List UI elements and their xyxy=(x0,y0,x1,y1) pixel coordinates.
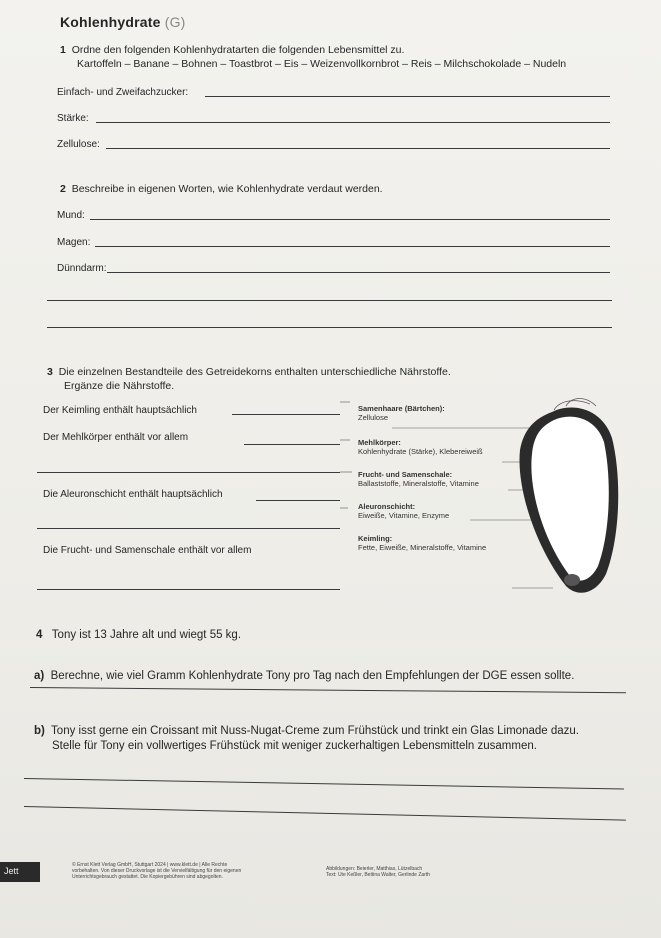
answer-line[interactable] xyxy=(90,219,610,220)
footer-copyright: © Ernst Klett Verlag GmbH, Stuttgart 2024 | www.klett.de | Alle Rechte vorbehalten. Von dieser Druckvorlage ist die Vervielfältigung für den eigenen Unterrichtsgebrauch gestattet. Die Kopiergebühren sind abgegolten. xyxy=(72,862,242,880)
task3-instruction: 3 Die einzelnen Bestandteile des Getreidekorns enthalten unterschiedliche Nährstoffe. xyxy=(47,366,451,378)
task2-label-intestine: Dünndarm: xyxy=(57,263,107,274)
task3-instruction2: Ergänze die Nährstoffe. xyxy=(64,380,175,392)
grain-germ-shape xyxy=(564,574,580,586)
grain-diagram xyxy=(340,398,620,598)
task3-sentence-husk: Die Frucht- und Samenschale enthält vor allem xyxy=(43,545,252,556)
answer-line[interactable] xyxy=(107,272,610,273)
grain-endosperm-shape xyxy=(531,417,608,581)
page-title: Kohlenhydrate (G) xyxy=(60,14,186,30)
task1-instruction: 1 Ordne den folgenden Kohlenhydratarten die folgenden Lebensmittel zu. xyxy=(60,44,405,56)
task4b-text1: b) Tony isst gerne ein Croissant mit Nuss-Nugat-Creme zum Frühstück und trinkt ein Glas Limonade dazu. xyxy=(34,725,579,737)
footer-credits: Abbildungen: Beierler, Matthias, Lützelbach Text: Ute Keßler, Bettina Walter, Gerlinde Zarth xyxy=(326,866,431,878)
diagram-label-endosperm: Mehlkörper: Kohlenhydrate (Stärke), Klebereiweiß xyxy=(358,438,483,456)
task3-sentence-aleurone: Die Aleuronschicht enthält hauptsächlich xyxy=(43,489,223,500)
task2-instruction: 2 Beschreibe in eigenen Worten, wie Kohlenhydrate verdaut werden. xyxy=(60,183,383,195)
title-symbol: (G) xyxy=(164,14,186,30)
diagram-label-hairs: Samenhaare (Bärtchen): Zellulose xyxy=(358,404,445,422)
answer-line[interactable] xyxy=(24,778,624,789)
answer-line[interactable] xyxy=(47,327,612,328)
answer-line[interactable] xyxy=(37,528,340,529)
answer-line[interactable] xyxy=(256,500,340,501)
diagram-label-husk: Frucht- und Samenschale: Ballaststoffe, Mineralstoffe, Vitamine xyxy=(358,470,479,488)
task1-label-cellulose: Zellulose: xyxy=(57,139,100,150)
answer-line[interactable] xyxy=(37,472,340,473)
task3-sentence-endosperm: Der Mehlkörper enthält vor allem xyxy=(43,432,189,443)
task4b-text2: Stelle für Tony ein vollwertiges Frühstück mit weniger zuckerhaltigen Lebensmitteln zusammen. xyxy=(52,740,537,752)
task2-label-stomach: Magen: xyxy=(57,237,91,248)
diagram-label-germ: Keimling: Fette, Eiweiße, Mineralstoffe, Vitamine xyxy=(358,534,487,552)
footer-tab: Jett xyxy=(0,862,40,882)
task2-label-mouth: Mund: xyxy=(57,210,85,221)
answer-line[interactable] xyxy=(106,148,610,149)
task1-label-starch: Stärke: xyxy=(57,113,89,124)
task1-foods: Kartoffeln – Banane – Bohnen – Toastbrot – Eis – Weizenvollkornbrot – Reis – Milchschokolade – Nudeln xyxy=(77,58,567,70)
answer-line[interactable] xyxy=(24,806,626,821)
task3-sentence-germ: Der Keimling enthält hauptsächlich xyxy=(43,405,197,416)
answer-line[interactable] xyxy=(244,444,340,445)
answer-line[interactable] xyxy=(205,96,610,97)
task1-label-sugar: Einfach- und Zweifachzucker: xyxy=(57,87,189,98)
task4-intro: 4 Tony ist 13 Jahre alt und wiegt 55 kg. xyxy=(36,629,242,641)
answer-line[interactable] xyxy=(96,122,610,123)
answer-line[interactable] xyxy=(232,414,340,415)
answer-line[interactable] xyxy=(30,687,626,693)
task4a-text: a) Berechne, wie viel Gramm Kohlenhydrate Tony pro Tag nach den Empfehlungen der DGE essen sollte. xyxy=(34,670,575,682)
answer-line[interactable] xyxy=(37,589,340,590)
diagram-label-aleurone: Aleuronschicht: Eiweiße, Vitamine, Enzyme xyxy=(358,502,450,520)
grain-hairs-shape xyxy=(566,399,596,407)
answer-line[interactable] xyxy=(47,300,612,301)
answer-line[interactable] xyxy=(95,246,610,247)
